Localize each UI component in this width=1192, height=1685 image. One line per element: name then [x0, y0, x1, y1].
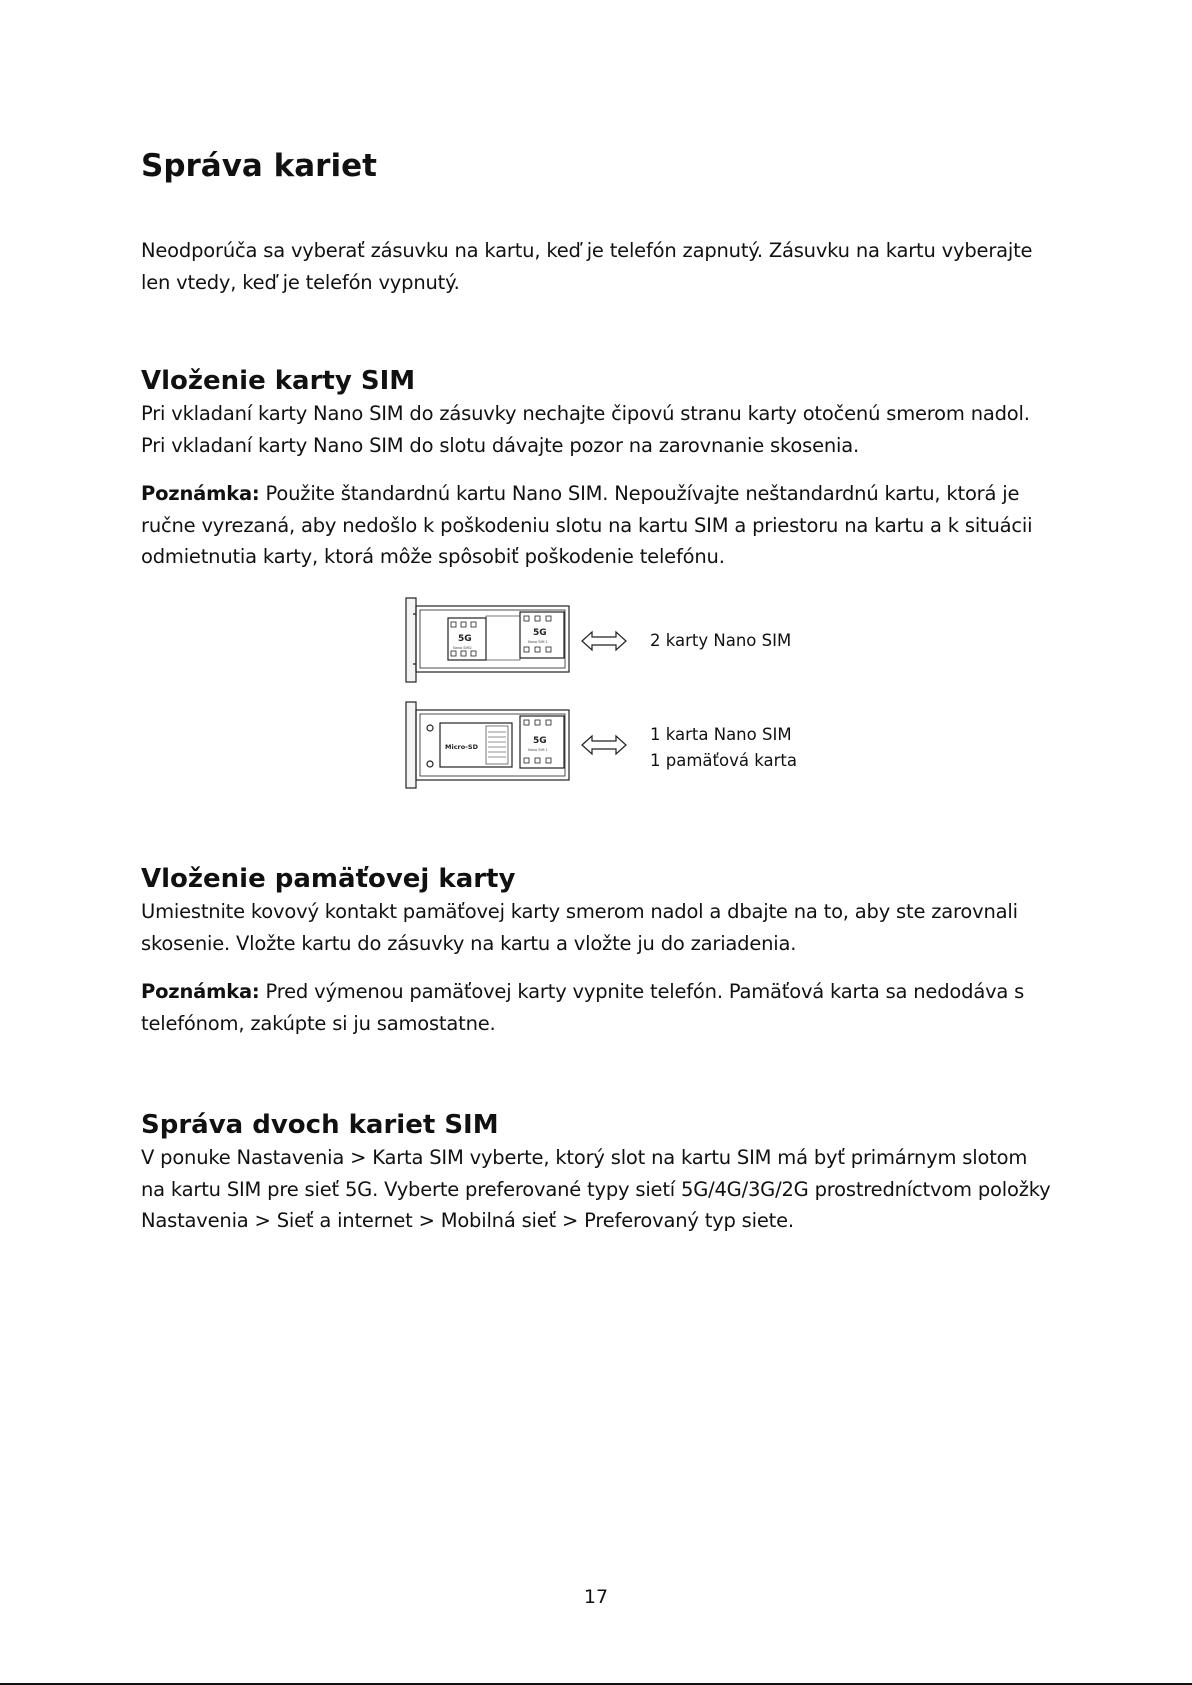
tray1-5g-right: 5G — [533, 628, 547, 638]
dual-sim-section — [141, 1108, 1053, 1237]
dual-sim-section-body: V ponuke Nastavenia > Karta SIM vyberte, ktorý slot na kartu SIM má byť primárnym slotom na kartu SIM pre sieť 5G. Vyberte preferované typy sietí 5G/4G/3G/2G prostredníctvom položky Nastavenia > Sieť a internet > Mobilná sieť > Preferovaný typ siete. — [141, 1146, 1051, 1232]
tray1-label: 2 karty Nano SIM — [650, 631, 792, 650]
tray2-label-line2: 1 pamäťová karta — [650, 751, 797, 770]
page-number: 17 — [583, 1586, 609, 1608]
sim-section-note — [141, 478, 1053, 573]
tray2-5g: 5G — [533, 736, 547, 746]
page-title-block — [141, 146, 1053, 186]
memory-section-note — [141, 976, 1053, 1039]
sim-section — [141, 364, 1053, 573]
tray2-nano-sim1: Nano SIM 1 — [528, 748, 548, 752]
double-arrow-icon — [580, 733, 628, 757]
memory-section — [141, 862, 1053, 1039]
page-title: Správa kariet — [141, 148, 377, 184]
intro-block — [141, 235, 1053, 298]
tray2-micro-sd: Micro-SD — [445, 743, 478, 751]
dual-sim-section-heading: Správa dvoch kariet SIM — [141, 1110, 499, 1140]
note-text: Použite štandardnú kartu Nano SIM. Nepoužívajte neštandardnú kartu, ktorá je ručne vyrezaná, aby nedošlo k poškodeniu slotu na kartu SIM a priestoru na kartu a k situácii odmietnutia karty, ktorá môže spôsobiť poškodenie telefónu. — [141, 482, 1033, 568]
note-label: Poznámka: — [141, 482, 260, 505]
double-arrow-icon — [580, 629, 628, 653]
tray1-5g-left: 5G — [458, 634, 472, 644]
sim-section-body: Pri vkladaní karty Nano SIM do zásuvky nechajte čipovú stranu karty otočenú smerom nadol. Pri vkladaní karty Nano SIM do slotu dávajte pozor na zarovnanie skosenia. — [141, 402, 1030, 457]
sim-section-heading: Vloženie karty SIM — [141, 366, 416, 396]
tray1-nano-sim2: Nano SIM2 — [453, 646, 472, 650]
tray2-label-line1: 1 karta Nano SIM — [650, 725, 792, 744]
sim-tray-figure — [400, 594, 600, 794]
note-text: Pred výmenou pamäťovej karty vypnite telefón. Pamäťová karta sa nedodáva s telefónom, zakúpte si ju samostatne. — [141, 980, 1025, 1035]
tray1-nano-sim1: Nano SIM 1 — [528, 640, 548, 644]
memory-section-heading: Vloženie pamäťovej karty — [141, 864, 516, 894]
intro-paragraph: Neodporúča sa vyberať zásuvku na kartu, keď je telefón zapnutý. Zásuvku na kartu vyberajte len vtedy, keď je telefón vypnutý. — [141, 239, 1033, 294]
memory-section-body: Umiestnite kovový kontakt pamäťovej karty smerom nadol a dbajte na to, aby ste zarovnali skosenie. Vložte kartu do zásuvky na kartu a vložte ju do zariadenia. — [141, 900, 1018, 955]
note-label: Poznámka: — [141, 980, 260, 1003]
